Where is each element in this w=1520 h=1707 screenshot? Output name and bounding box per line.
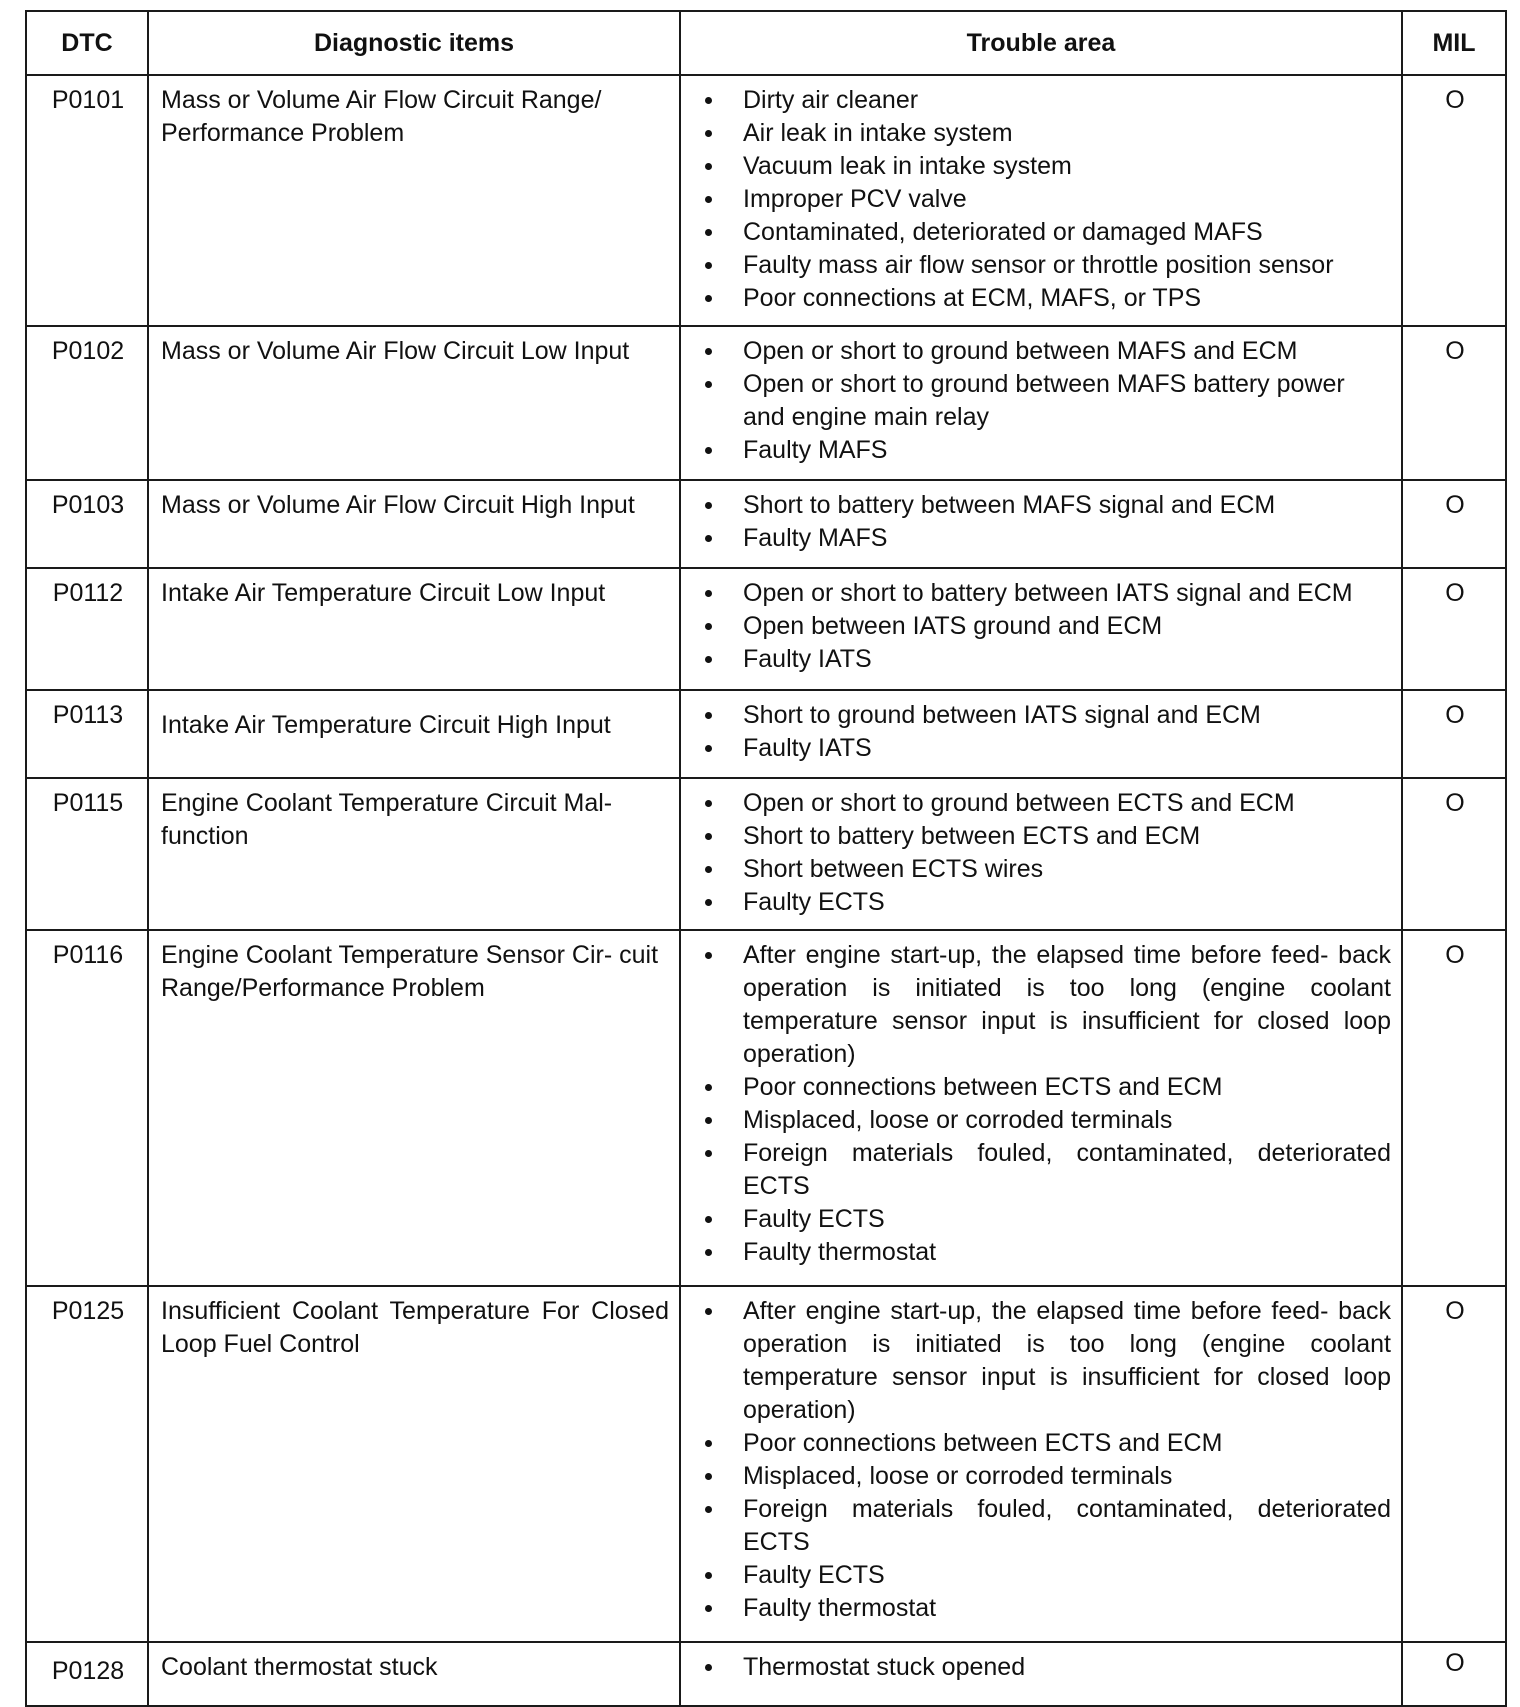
list-item: Open or short to ground between MAFS and ECM — [693, 335, 1391, 368]
list-item: Faulty mass air flow sensor or throttle position sensor — [693, 249, 1391, 282]
list-item: Short to ground between IATS signal and ECM — [693, 699, 1391, 732]
trouble-area — [680, 690, 1402, 778]
diagnostic-item: Intake Air Temperature Circuit High Input — [148, 690, 680, 778]
list-item: Faulty MAFS — [693, 522, 1391, 555]
header-row — [26, 11, 1506, 75]
trouble-list — [693, 1651, 1391, 1684]
mil-indicator: O — [1402, 75, 1506, 326]
mil-indicator: O — [1402, 1642, 1506, 1706]
trouble-area — [680, 568, 1402, 690]
header-diagnostic-items: Diagnostic items — [148, 11, 680, 75]
diagnostic-item: Mass or Volume Air Flow Circuit Low Input — [148, 326, 680, 480]
list-item: Foreign materials fouled, contaminated, deteriorated ECTS — [693, 1493, 1391, 1559]
trouble-area — [680, 930, 1402, 1286]
trouble-area — [680, 778, 1402, 930]
trouble-list — [693, 335, 1391, 467]
table-row — [26, 778, 1506, 930]
list-item: After engine start-up, the elapsed time before feed- back operation is initiated is too long (engine coolant temperature sensor input is insufficient for closed loop operation) — [693, 939, 1391, 1071]
mil-indicator: O — [1402, 326, 1506, 480]
mil-indicator: O — [1402, 930, 1506, 1286]
diagnostic-item: Coolant thermostat stuck — [148, 1642, 680, 1706]
list-item: Contaminated, deteriorated or damaged MAFS — [693, 216, 1391, 249]
trouble-area — [680, 1642, 1402, 1706]
header-dtc: DTC — [26, 11, 148, 75]
list-item: Short to battery between ECTS and ECM — [693, 820, 1391, 853]
trouble-list — [693, 699, 1391, 765]
diagnostic-item: Engine Coolant Temperature Circuit Mal- function — [148, 778, 680, 930]
dtc-code: P0102 — [26, 326, 148, 480]
list-item: Thermostat stuck opened — [693, 1651, 1391, 1684]
list-item: Faulty IATS — [693, 643, 1391, 676]
list-item: Faulty thermostat — [693, 1236, 1391, 1269]
list-item: Air leak in intake system — [693, 117, 1391, 150]
header-trouble-area: Trouble area — [680, 11, 1402, 75]
list-item: Improper PCV valve — [693, 183, 1391, 216]
trouble-area — [680, 1286, 1402, 1642]
table-row — [26, 568, 1506, 690]
list-item: Short to battery between MAFS signal and ECM — [693, 489, 1391, 522]
list-item: Misplaced, loose or corroded terminals — [693, 1104, 1391, 1137]
trouble-list — [693, 1295, 1391, 1625]
dtc-code: P0128 — [26, 1642, 148, 1706]
list-item: Misplaced, loose or corroded terminals — [693, 1460, 1391, 1493]
mil-indicator: O — [1402, 778, 1506, 930]
diagnostic-item: Insufficient Coolant Temperature For Closed Loop Fuel Control — [148, 1286, 680, 1642]
mil-indicator: O — [1402, 568, 1506, 690]
list-item: Faulty ECTS — [693, 1559, 1391, 1592]
list-item: Dirty air cleaner — [693, 84, 1391, 117]
diagnostic-item: Mass or Volume Air Flow Circuit Range/ Performance Problem — [148, 75, 680, 326]
dtc-page — [25, 10, 1505, 1707]
table-row — [26, 930, 1506, 1286]
table-row — [26, 480, 1506, 568]
list-item: Faulty IATS — [693, 732, 1391, 765]
diagnostic-item: Engine Coolant Temperature Sensor Cir- cuit Range/Performance Problem — [148, 930, 680, 1286]
dtc-code: P0115 — [26, 778, 148, 930]
list-item: Faulty MAFS — [693, 434, 1391, 467]
table-row — [26, 326, 1506, 480]
mil-indicator: O — [1402, 1286, 1506, 1642]
mil-indicator: O — [1402, 690, 1506, 778]
dtc-code: P0103 — [26, 480, 148, 568]
list-item: Faulty thermostat — [693, 1592, 1391, 1625]
list-item: Short between ECTS wires — [693, 853, 1391, 886]
list-item: Open or short to ground between ECTS and ECM — [693, 787, 1391, 820]
trouble-list — [693, 939, 1391, 1269]
dtc-code: P0125 — [26, 1286, 148, 1642]
header-mil: MIL — [1402, 11, 1506, 75]
trouble-list — [693, 577, 1391, 676]
list-item: Foreign materials fouled, contaminated, deteriorated ECTS — [693, 1137, 1391, 1203]
trouble-area — [680, 480, 1402, 568]
dtc-code: P0113 — [26, 690, 148, 778]
trouble-list — [693, 489, 1391, 555]
list-item: Poor connections between ECTS and ECM — [693, 1427, 1391, 1460]
list-item: Vacuum leak in intake system — [693, 150, 1391, 183]
mil-indicator: O — [1402, 480, 1506, 568]
diagnostic-item: Mass or Volume Air Flow Circuit High Input — [148, 480, 680, 568]
dtc-code: P0101 — [26, 75, 148, 326]
list-item: Poor connections at ECM, MAFS, or TPS — [693, 282, 1391, 315]
table-row — [26, 75, 1506, 326]
list-item: Open or short to battery between IATS signal and ECM — [693, 577, 1391, 610]
trouble-area — [680, 75, 1402, 326]
list-item: Open or short to ground between MAFS battery power and engine main relay — [693, 368, 1391, 434]
trouble-area — [680, 326, 1402, 480]
table-row — [26, 1642, 1506, 1706]
list-item: Poor connections between ECTS and ECM — [693, 1071, 1391, 1104]
list-item: After engine start-up, the elapsed time before feed- back operation is initiated is too long (engine coolant temperature sensor input is insufficient for closed loop operation) — [693, 1295, 1391, 1427]
dtc-code: P0112 — [26, 568, 148, 690]
list-item: Open between IATS ground and ECM — [693, 610, 1391, 643]
dtc-code: P0116 — [26, 930, 148, 1286]
dtc-table — [25, 10, 1507, 1707]
diagnostic-item: Intake Air Temperature Circuit Low Input — [148, 568, 680, 690]
trouble-list — [693, 787, 1391, 919]
table-row — [26, 690, 1506, 778]
table-row — [26, 1286, 1506, 1642]
trouble-list — [693, 84, 1391, 315]
list-item: Faulty ECTS — [693, 1203, 1391, 1236]
list-item: Faulty ECTS — [693, 886, 1391, 919]
